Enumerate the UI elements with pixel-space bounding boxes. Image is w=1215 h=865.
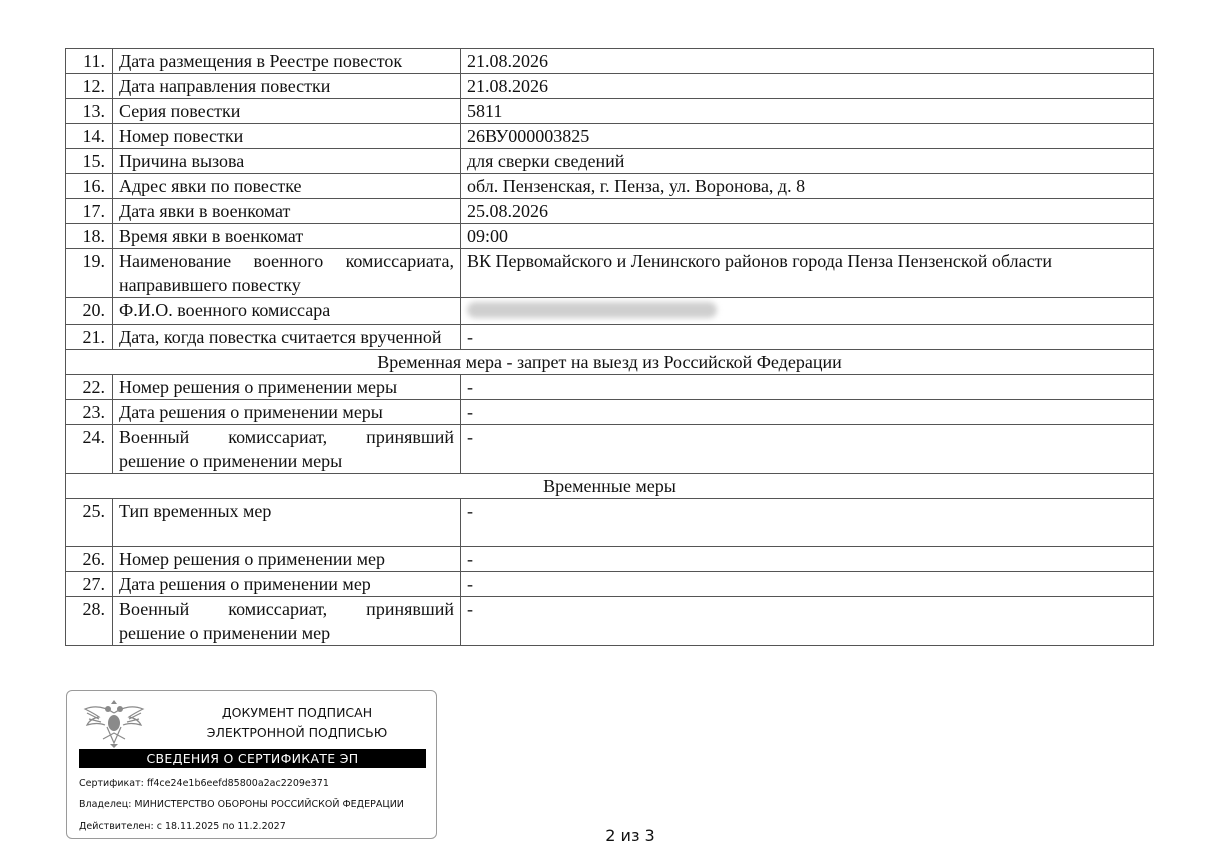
table-row — [66, 174, 1154, 199]
row-number: 11. — [66, 49, 113, 74]
certificate-validity: Действителен: с 18.11.2025 по 11.2.2027 — [79, 821, 286, 832]
row-label: Наименование военного комиссариата, направившего повестку — [113, 249, 461, 298]
section-heading-temporary-measures: Временные меры — [66, 474, 1154, 499]
certificate-info-bar: СВЕДЕНИЯ О СЕРТИФИКАТЕ ЭП — [79, 749, 426, 768]
row-value: - — [461, 572, 1154, 597]
row-label: Дата направления повестки — [113, 74, 461, 99]
table-row — [66, 124, 1154, 149]
row-label: Военный комиссариат, принявший решение о применении мер — [113, 597, 461, 646]
row-number: 28. — [66, 597, 113, 646]
stamp-title-line1: ДОКУМЕНТ ПОДПИСАН — [221, 705, 373, 720]
row-number: 23. — [66, 400, 113, 425]
row-label: Дата, когда повестка считается врученной — [113, 325, 461, 350]
stamp-title-line2: ЭЛЕКТРОННОЙ ПОДПИСЬЮ — [206, 725, 388, 740]
summons-details-table — [65, 48, 1154, 646]
row-number: 20. — [66, 298, 113, 325]
row-value: 21.08.2026 — [461, 74, 1154, 99]
row-value: - — [461, 499, 1154, 547]
row-label: Ф.И.О. военного комиссара — [113, 298, 461, 325]
row-value: обл. Пензенская, г. Пенза, ул. Воронова, д. 8 — [461, 174, 1154, 199]
row-label: Дата решения о применении мер — [113, 572, 461, 597]
row-value: - — [461, 400, 1154, 425]
row-number: 14. — [66, 124, 113, 149]
page-number: 2 из 3 — [605, 826, 655, 845]
row-number: 17. — [66, 199, 113, 224]
row-value: 09:00 — [461, 224, 1154, 249]
table-row — [66, 572, 1154, 597]
row-label: Серия повестки — [113, 99, 461, 124]
row-label: Дата явки в военкомат — [113, 199, 461, 224]
table-row — [66, 298, 1154, 325]
row-value: 21.08.2026 — [461, 49, 1154, 74]
table-row — [66, 249, 1154, 298]
redacted-name — [467, 302, 717, 318]
table-row — [66, 499, 1154, 547]
table-row — [66, 375, 1154, 400]
table-row — [66, 547, 1154, 572]
table-row — [66, 199, 1154, 224]
table-row — [66, 400, 1154, 425]
table-row — [66, 224, 1154, 249]
double-headed-eagle-icon — [81, 699, 147, 749]
row-value — [461, 298, 1154, 325]
row-label: Дата решения о применении меры — [113, 400, 461, 425]
stamp-title — [167, 703, 427, 743]
row-number: 21. — [66, 325, 113, 350]
section-row — [66, 350, 1154, 375]
row-label: Военный комиссариат, принявший решение о применении меры — [113, 425, 461, 474]
row-value: 25.08.2026 — [461, 199, 1154, 224]
row-value: 26ВУ000003825 — [461, 124, 1154, 149]
table-row — [66, 49, 1154, 74]
row-label: Номер повестки — [113, 124, 461, 149]
row-number: 18. — [66, 224, 113, 249]
row-label: Тип временных мер — [113, 499, 461, 547]
row-label: Дата размещения в Реестре повесток — [113, 49, 461, 74]
row-label: Номер решения о применении мер — [113, 547, 461, 572]
row-value: - — [461, 597, 1154, 646]
row-value: ВК Первомайского и Ленинского районов города Пенза Пензенской области — [461, 249, 1154, 298]
table-row — [66, 74, 1154, 99]
row-label: Адрес явки по повестке — [113, 174, 461, 199]
section-heading-travel-ban: Временная мера - запрет на выезд из Российской Федерации — [66, 350, 1154, 375]
row-number: 25. — [66, 499, 113, 547]
certificate-owner: Владелец: МИНИСТЕРСТВО ОБОРОНЫ РОССИЙСКОЙ ФЕДЕРАЦИИ — [79, 799, 404, 810]
table-row — [66, 99, 1154, 124]
table-row — [66, 425, 1154, 474]
row-label: Причина вызова — [113, 149, 461, 174]
row-label: Номер решения о применении меры — [113, 375, 461, 400]
row-value: 5811 — [461, 99, 1154, 124]
table-row — [66, 149, 1154, 174]
row-number: 15. — [66, 149, 113, 174]
row-value: для сверки сведений — [461, 149, 1154, 174]
row-number: 19. — [66, 249, 113, 298]
row-number: 12. — [66, 74, 113, 99]
certificate-number: Сертификат: ff4ce24e1b6eefd85800a2ac2209e371 — [79, 778, 329, 789]
table-row — [66, 325, 1154, 350]
row-value: - — [461, 375, 1154, 400]
row-value: - — [461, 325, 1154, 350]
row-number: 24. — [66, 425, 113, 474]
row-value: - — [461, 425, 1154, 474]
row-number: 26. — [66, 547, 113, 572]
electronic-signature-stamp — [66, 690, 437, 839]
section-row — [66, 474, 1154, 499]
row-label: Время явки в военкомат — [113, 224, 461, 249]
table-row — [66, 597, 1154, 646]
row-number: 13. — [66, 99, 113, 124]
row-number: 27. — [66, 572, 113, 597]
row-number: 22. — [66, 375, 113, 400]
row-value: - — [461, 547, 1154, 572]
row-number: 16. — [66, 174, 113, 199]
